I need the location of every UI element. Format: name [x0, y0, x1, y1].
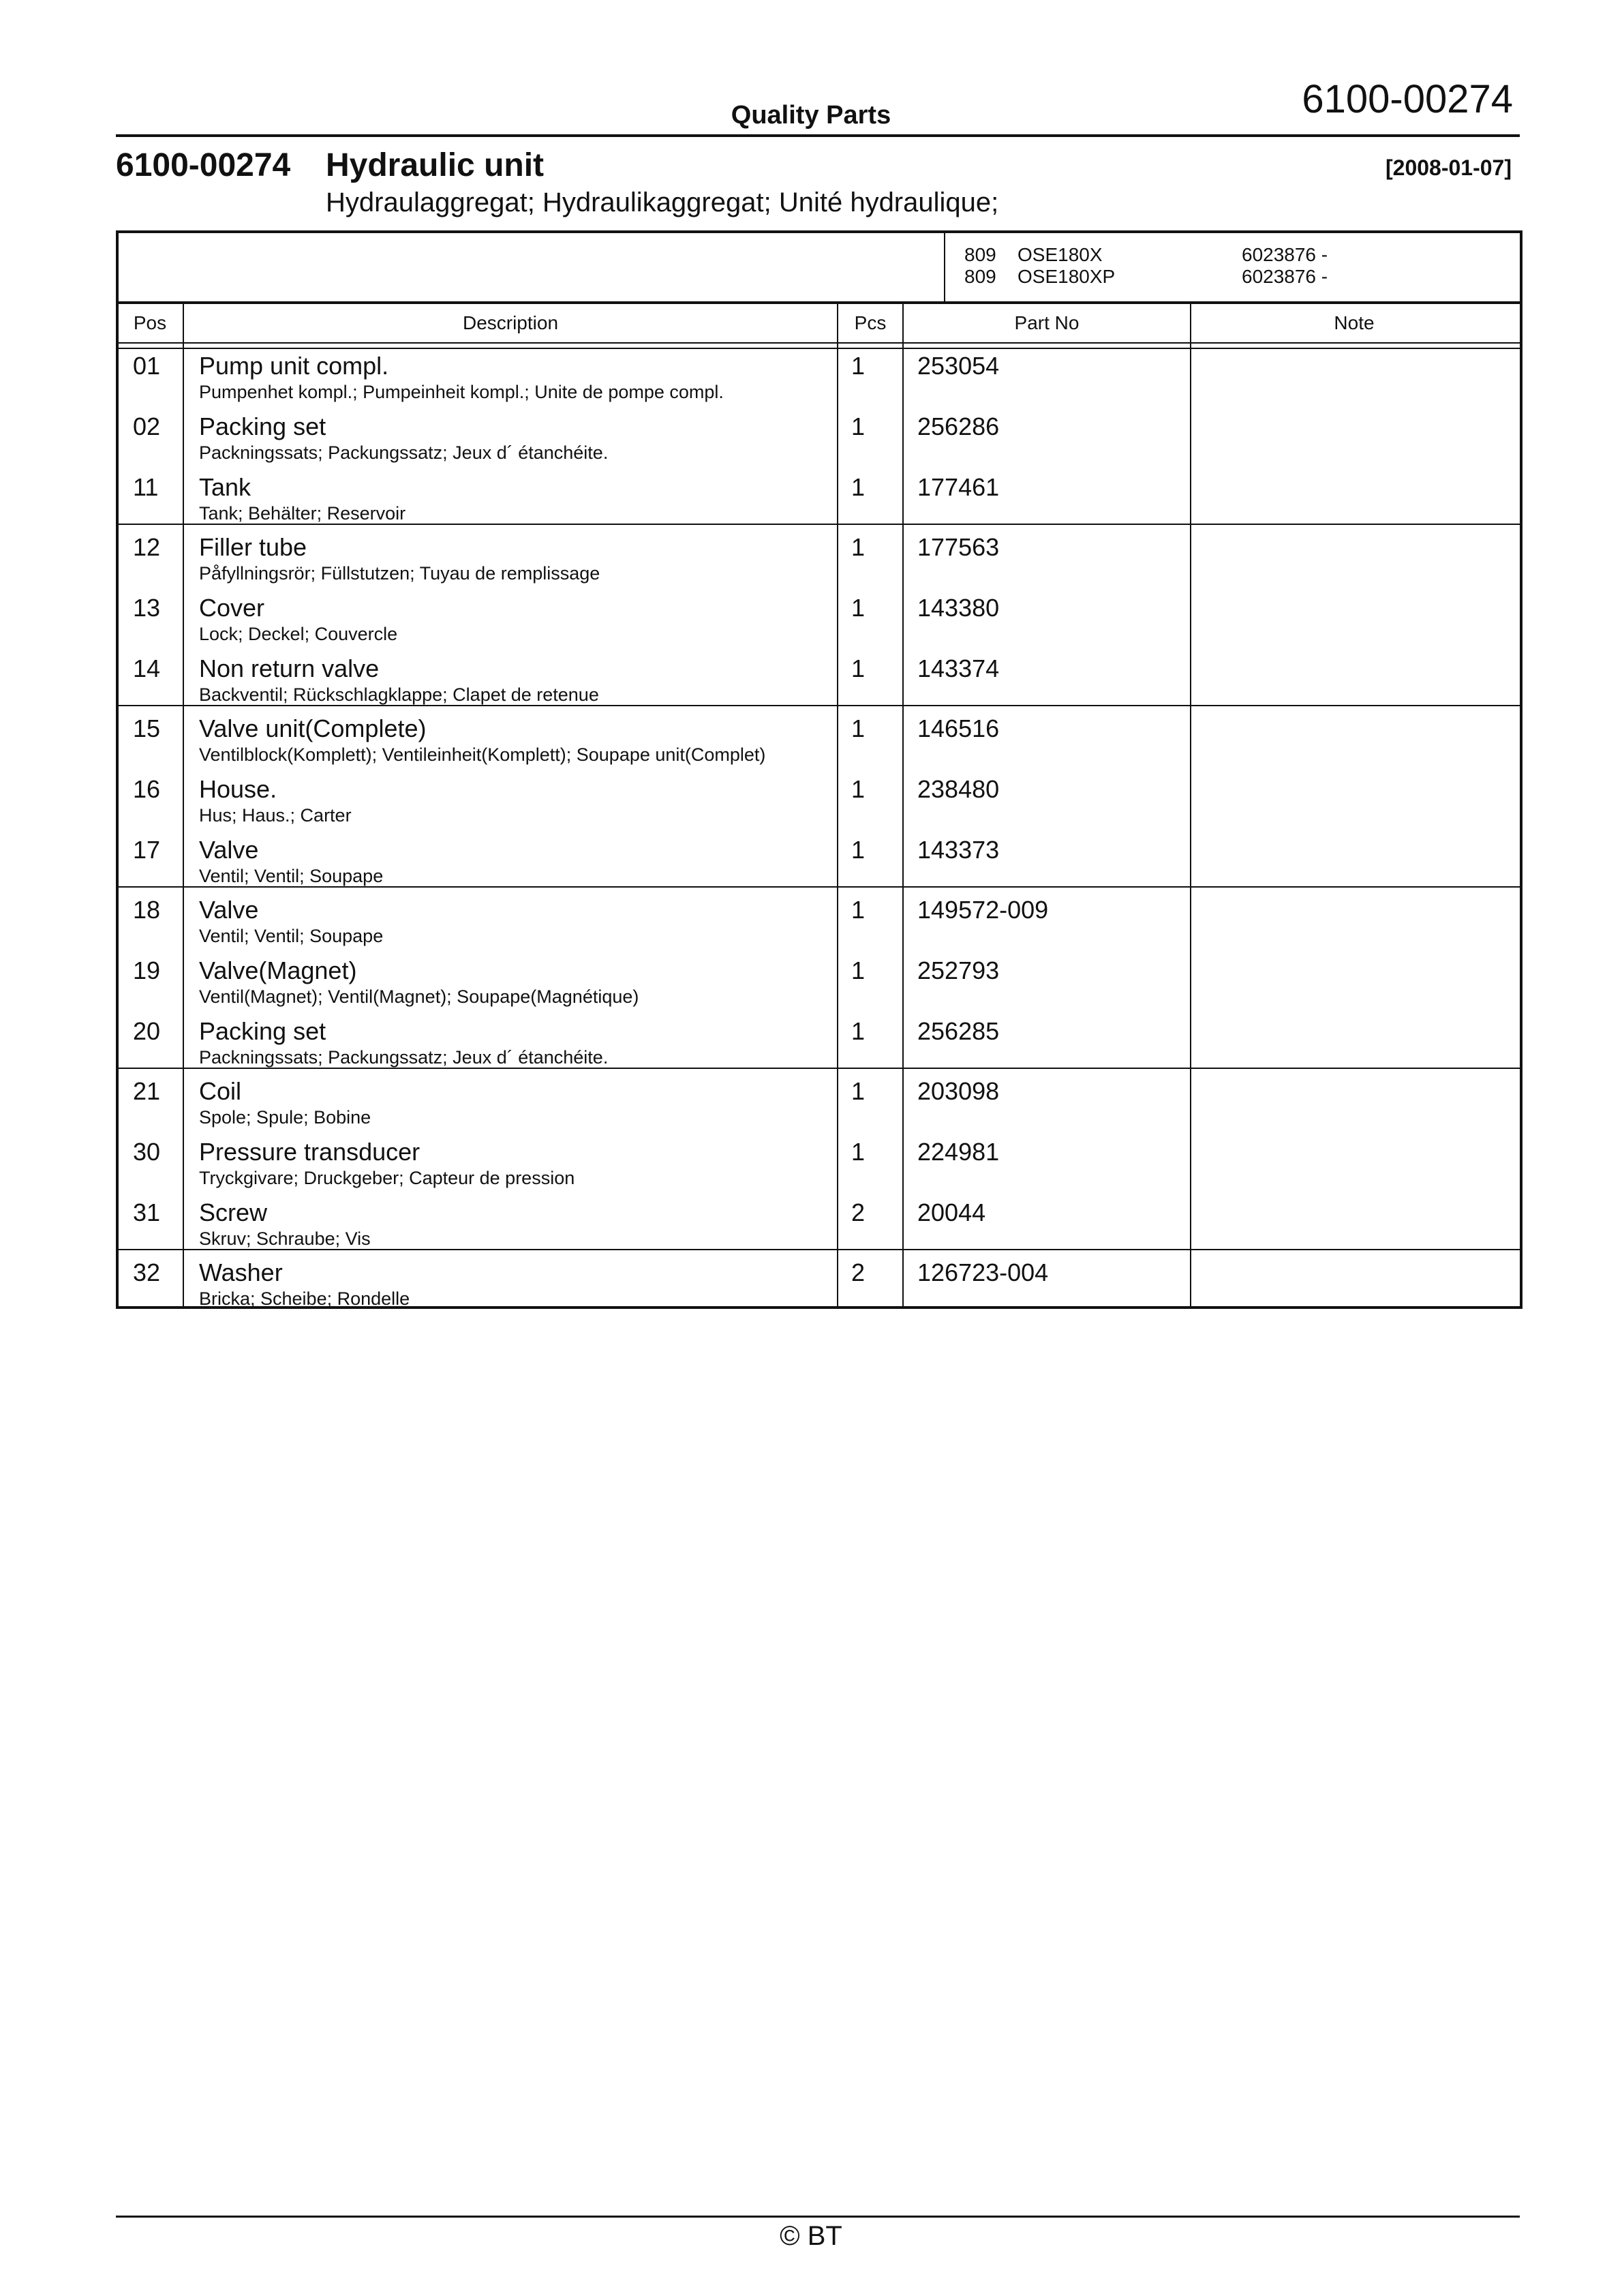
row-pcs: 1: [851, 896, 866, 924]
row-translations: Packningssats; Packungssatz; Jeux d´ étanchéite.: [199, 1047, 609, 1068]
row-part-no: 256286: [917, 412, 1000, 440]
row-pos: 19: [133, 956, 161, 984]
table-row: [0, 590, 1622, 650]
model-serial-2: 6023876 -: [1242, 266, 1328, 287]
row-description: Packing set: [199, 412, 326, 440]
table-row: [0, 771, 1622, 831]
table-row: [0, 892, 1622, 952]
model-name-1: OSE180X: [1017, 244, 1103, 265]
row-pcs: 1: [851, 352, 866, 380]
table-row: [0, 650, 1622, 710]
row-description: Cover: [199, 594, 265, 622]
row-pcs: 1: [851, 956, 866, 984]
table-row: [0, 1134, 1622, 1194]
row-description: Pump unit compl.: [199, 352, 389, 380]
header-divider: [116, 134, 1520, 137]
row-translations: Påfyllningsrör; Füllstutzen; Tuyau de remplissage: [199, 563, 600, 584]
model-serial-1: 6023876 -: [1242, 244, 1328, 265]
footer-divider: [116, 2216, 1520, 2218]
row-description: Pressure transducer: [199, 1138, 420, 1166]
column-header-pcs: Pcs: [854, 312, 887, 333]
row-description: Valve: [199, 896, 259, 924]
table-row: [0, 408, 1622, 468]
row-pcs: 2: [851, 1198, 866, 1226]
row-part-no: 126723-004: [917, 1258, 1049, 1286]
table-row: [0, 1073, 1622, 1133]
row-part-no: 143373: [917, 836, 1000, 864]
model-name-2: OSE180XP: [1017, 266, 1116, 287]
row-pcs: 1: [851, 1017, 866, 1045]
row-pcs: 1: [851, 1077, 866, 1105]
part-code: 6100-00274: [116, 147, 291, 183]
row-pcs: 1: [851, 775, 866, 803]
row-part-no: 177563: [917, 533, 1000, 561]
row-pos: 17: [133, 836, 161, 864]
row-translations: Hus; Haus.; Carter: [199, 805, 352, 826]
row-translations: Skruv; Schraube; Vis: [199, 1228, 371, 1249]
row-translations: Pumpenhet kompl.; Pumpeinheit kompl.; Unite de pompe compl.: [199, 382, 724, 402]
row-translations: Ventilblock(Komplett); Ventileinheit(Komplett); Soupape unit(Complet): [199, 744, 766, 765]
row-description: House.: [199, 775, 277, 803]
row-translations: Ventil; Ventil; Soupape: [199, 926, 384, 946]
row-part-no: 224981: [917, 1138, 1000, 1166]
table-row: [0, 710, 1622, 770]
row-part-no: 253054: [917, 352, 1000, 380]
row-translations: Tryckgivare; Druckgeber; Capteur de pression: [199, 1168, 575, 1188]
row-part-no: 149572-009: [917, 896, 1049, 924]
row-pcs: 1: [851, 836, 866, 864]
row-pos: 11: [133, 473, 159, 501]
row-pcs: 1: [851, 654, 866, 682]
row-part-no: 143380: [917, 594, 1000, 622]
row-description: Non return valve: [199, 654, 380, 682]
row-pcs: 1: [851, 412, 866, 440]
row-description: Valve unit(Complete): [199, 714, 427, 742]
row-translations: Ventil(Magnet); Ventil(Magnet); Soupape(Magnétique): [199, 986, 639, 1007]
part-title: Hydraulic unit: [326, 147, 545, 183]
column-header-note: Note: [1334, 312, 1375, 333]
row-pos: 32: [133, 1258, 161, 1286]
row-pos: 14: [133, 654, 161, 682]
row-description: Screw: [199, 1198, 268, 1226]
row-description: Coil: [199, 1077, 242, 1105]
row-description: Tank: [199, 473, 251, 501]
row-translations: Bricka; Scheibe; Rondelle: [199, 1288, 410, 1309]
row-pos: 20: [133, 1017, 161, 1045]
table-row: [0, 348, 1622, 408]
table-row: [0, 952, 1622, 1012]
row-part-no: 20044: [917, 1198, 986, 1226]
table-row: [0, 1013, 1622, 1073]
row-description: Filler tube: [199, 533, 307, 561]
table-row: [0, 1254, 1622, 1314]
row-part-no: 177461: [917, 473, 1000, 501]
row-pos: 15: [133, 714, 161, 742]
table-row: [0, 469, 1622, 529]
model-box-divider: [944, 230, 945, 301]
row-part-no: 143374: [917, 654, 1000, 682]
row-pos: 16: [133, 775, 161, 803]
row-description: Washer: [199, 1258, 283, 1286]
row-pos: 30: [133, 1138, 161, 1166]
header-title: Quality Parts: [731, 101, 891, 130]
row-translations: Ventil; Ventil; Soupape: [199, 866, 384, 886]
row-description: Valve: [199, 836, 259, 864]
column-header-pos: Pos: [133, 312, 167, 333]
row-pcs: 1: [851, 533, 866, 561]
row-pos: 21: [133, 1077, 161, 1105]
row-pos: 31: [133, 1198, 161, 1226]
row-part-no: 146516: [917, 714, 1000, 742]
row-pcs: 1: [851, 473, 866, 501]
column-header-description: Description: [462, 312, 559, 333]
table-row: [0, 832, 1622, 892]
doc-number: 6100-00274: [1302, 77, 1513, 121]
model-type-2: 809: [964, 266, 996, 287]
row-pos: 18: [133, 896, 161, 924]
model-type-1: 809: [964, 244, 996, 265]
row-translations: Tank; Behälter; Reservoir: [199, 503, 406, 524]
row-translations: Backventil; Rückschlagklappe; Clapet de retenue: [199, 684, 599, 705]
table-row: [0, 529, 1622, 589]
row-pos: 02: [133, 412, 161, 440]
copyright: © BT: [780, 2221, 842, 2251]
table-header-row: [0, 301, 1622, 342]
row-description: Valve(Magnet): [199, 956, 357, 984]
title-translations: Hydraulaggregat; Hydraulikaggregat; Unité hydraulique;: [326, 187, 999, 217]
row-description: Packing set: [199, 1017, 326, 1045]
row-part-no: 238480: [917, 775, 1000, 803]
row-translations: Lock; Deckel; Couvercle: [199, 624, 398, 644]
table-row: [0, 1194, 1622, 1254]
row-part-no: 256285: [917, 1017, 1000, 1045]
row-translations: Packningssats; Packungssatz; Jeux d´ étanchéite.: [199, 442, 609, 463]
row-part-no: 203098: [917, 1077, 1000, 1105]
row-pcs: 1: [851, 714, 866, 742]
row-pcs: 2: [851, 1258, 866, 1286]
row-pcs: 1: [851, 1138, 866, 1166]
row-pos: 01: [133, 352, 161, 380]
revision-date: [2008-01-07]: [1386, 155, 1512, 180]
row-pos: 12: [133, 533, 161, 561]
column-header-part-no: Part No: [1014, 312, 1080, 333]
row-translations: Spole; Spule; Bobine: [199, 1107, 371, 1128]
header-rule-top: [116, 342, 1520, 344]
row-part-no: 252793: [917, 956, 1000, 984]
row-pos: 13: [133, 594, 161, 622]
row-pcs: 1: [851, 594, 866, 622]
